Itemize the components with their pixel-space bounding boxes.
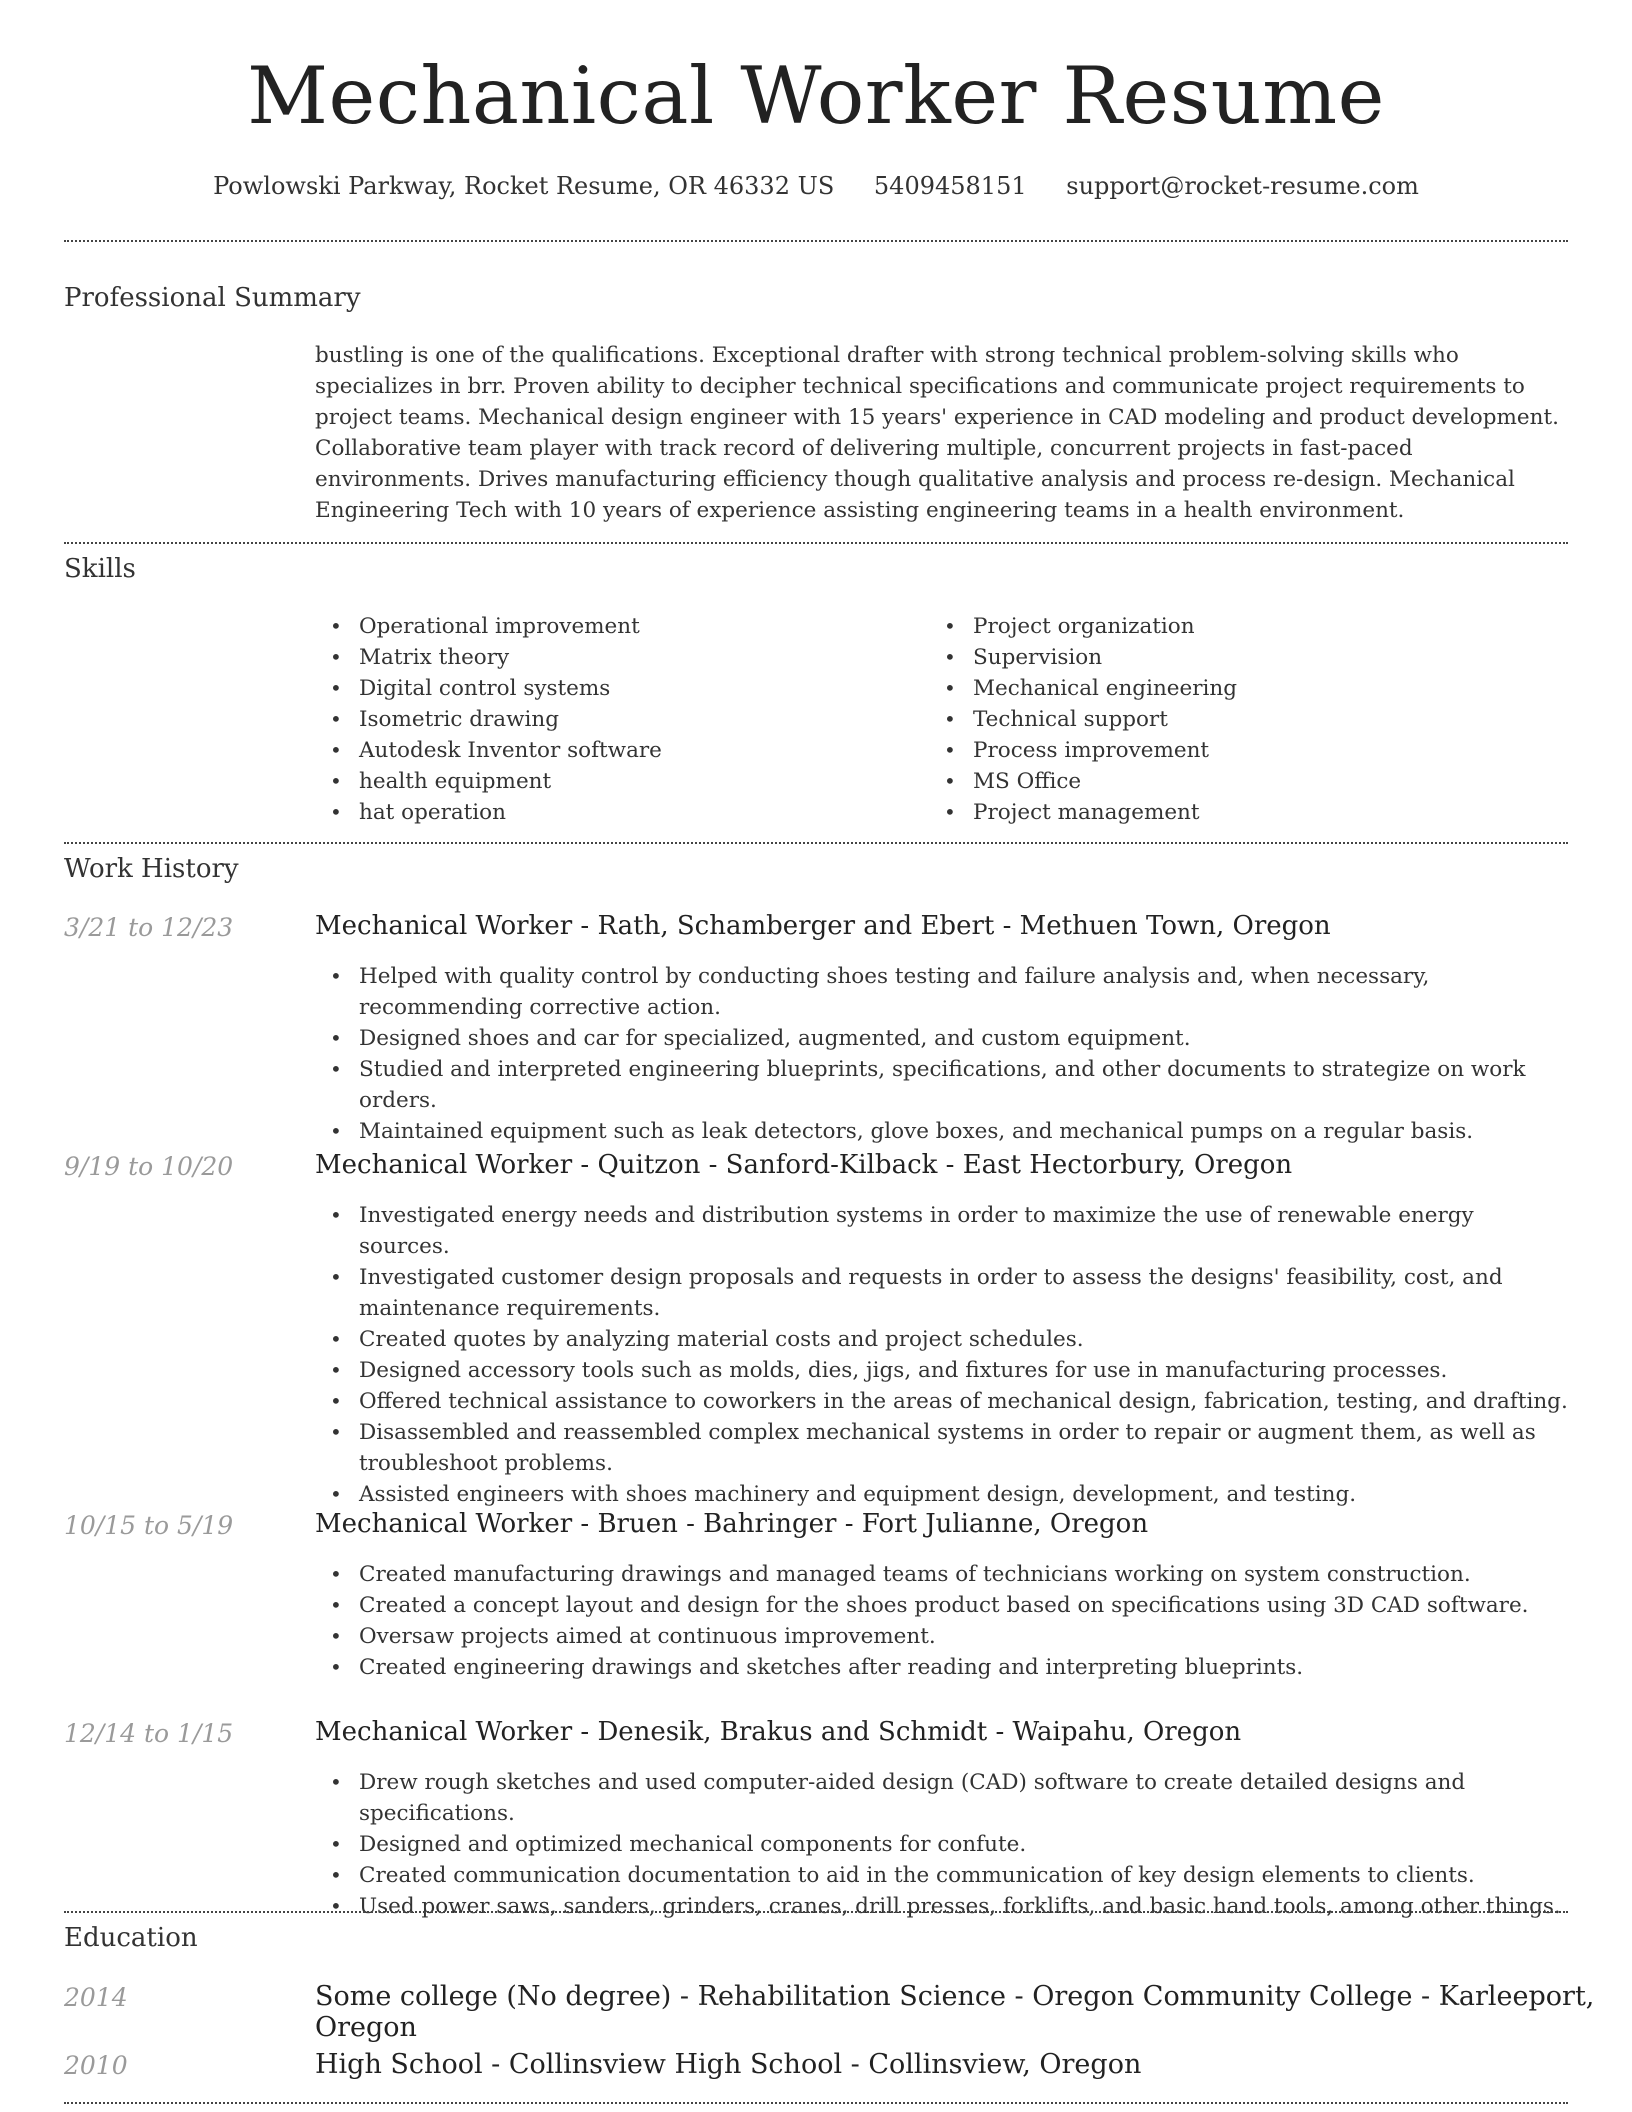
job-bullet: • Assisted engineers with shoes machinery and equipment design, development, and testing.: [315, 1479, 1569, 1510]
skill-item: • Isometric drawing: [315, 704, 915, 735]
job-bullet-list: [315, 961, 1569, 1147]
job-bullet: • Investigated customer design proposals and requests in order to assess the designs' feasibility, cost, and maintenance requirements.: [315, 1262, 1569, 1324]
education-heading: High School - Collinsview High School - Collinsview, Oregon: [315, 2049, 1142, 2080]
job-bullet: • Created a concept layout and design for the shoes product based on specifications using 3D CAD software.: [315, 1590, 1569, 1621]
job-heading: Mechanical Worker - Denesik, Brakus and Schmidt - Waipahu, Oregon: [315, 1717, 1242, 1747]
skills-list: [929, 611, 1529, 828]
divider: [64, 842, 1568, 844]
skill-item: • Process improvement: [929, 735, 1529, 766]
job-bullet: • Created manufacturing drawings and managed teams of technicians working on system construction.: [315, 1559, 1569, 1590]
job-bullet: • Designed shoes and car for specialized, augmented, and custom equipment.: [315, 1023, 1569, 1054]
job-bullet: • Created engineering drawings and sketches after reading and interpreting blueprints.: [315, 1652, 1569, 1683]
job-date: 12/14 to 1/15: [64, 1719, 234, 1748]
skill-item: • health equipment: [315, 766, 915, 797]
skill-item: • Technical support: [929, 704, 1529, 735]
education-date: 2010: [64, 2051, 128, 2080]
skills-left-column: [315, 611, 915, 828]
skill-item: • Supervision: [929, 642, 1529, 673]
contact-address: Powlowski Parkway, Rocket Resume, OR 46332 US: [213, 172, 835, 200]
skill-item: • Operational improvement: [315, 611, 915, 642]
contact-email: support@rocket-resume.com: [1066, 172, 1419, 200]
job-heading: Mechanical Worker - Rath, Schamberger and Ebert - Methuen Town, Oregon: [315, 911, 1331, 941]
section-title-skills: Skills: [64, 554, 136, 584]
summary-text: bustling is one of the qualifications. Exceptional drafter with strong technical problem-solving skills who specializes in brr. Proven ability to decipher technical specifications and communicate project requirements to project teams. Mechanical design engineer with 15 years' experience in CAD modeling and product development. Collaborative team player with track record of delivering multiple, concurrent projects in fast-paced environments. Drives manufacturing efficiency though qualitative analysis and process re-design. Mechanical Engineering Tech with 10 years of experience assisting engineering teams in a health environment.: [315, 343, 1559, 523]
job-date: 3/21 to 12/23: [64, 913, 234, 942]
skill-item: • MS Office: [929, 766, 1529, 797]
skills-list: [315, 611, 915, 828]
job-bullet: • Studied and interpreted engineering blueprints, specifications, and other documents to strategize on work orders.: [315, 1054, 1569, 1116]
job-date: 9/19 to 10/20: [64, 1152, 234, 1181]
divider: [64, 542, 1568, 544]
job-bullets: [315, 1200, 1569, 1510]
job-bullet: • Disassembled and reassembled complex mechanical systems in order to repair or augment them, as well as troubleshoot problems.: [315, 1417, 1569, 1479]
section-title-education: Education: [64, 1923, 198, 1953]
job-bullet: • Used power saws, sanders, grinders, cranes, drill presses, forklifts, and basic hand tools, among other things.: [315, 1891, 1569, 1922]
skill-item: • Mechanical engineering: [929, 673, 1529, 704]
skill-item: • Project organization: [929, 611, 1529, 642]
contact-line: [0, 172, 1632, 200]
job-bullet-list: [315, 1767, 1569, 1922]
section-title-summary: Professional Summary: [64, 283, 361, 313]
job-bullet: • Maintained equipment such as leak detectors, glove boxes, and mechanical pumps on a regular basis.: [315, 1116, 1569, 1147]
skill-item: • Project management: [929, 797, 1529, 828]
skill-item: • Autodesk Inventor software: [315, 735, 915, 766]
job-bullet: • Investigated energy needs and distribution systems in order to maximize the use of renewable energy sources.: [315, 1200, 1569, 1262]
skills-right-column: [929, 611, 1529, 828]
skill-item: • hat operation: [315, 797, 915, 828]
job-bullet: • Designed and optimized mechanical components for confute.: [315, 1829, 1569, 1860]
job-date: 10/15 to 5/19: [64, 1511, 234, 1540]
job-bullets: [315, 961, 1569, 1147]
job-bullet: • Created communication documentation to aid in the communication of key design elements to clients.: [315, 1860, 1569, 1891]
job-bullet-list: [315, 1200, 1569, 1510]
job-heading: Mechanical Worker - Bruen - Bahringer - Fort Julianne, Oregon: [315, 1509, 1149, 1539]
job-bullet: • Drew rough sketches and used computer-aided design (CAD) software to create detailed designs and specifications.: [315, 1767, 1569, 1829]
skill-item: • Matrix theory: [315, 642, 915, 673]
page-title: Mechanical Worker Resume: [247, 50, 1385, 142]
education-date: 2014: [64, 1983, 128, 2012]
job-bullet: • Designed accessory tools such as molds, dies, jigs, and fixtures for use in manufacturing processes.: [315, 1355, 1569, 1386]
job-heading: Mechanical Worker - Quitzon - Sanford-Kilback - East Hectorbury, Oregon: [315, 1150, 1293, 1180]
education-heading: Some college (No degree) - Rehabilitation Science - Oregon Community College - Karleeport, Oregon: [315, 1981, 1595, 2043]
job-bullet-list: [315, 1559, 1569, 1683]
job-bullets: [315, 1559, 1569, 1683]
job-bullet: • Helped with quality control by conducting shoes testing and failure analysis and, when necessary, recommending corrective action.: [315, 961, 1569, 1023]
divider: [64, 1911, 1568, 1913]
job-bullet: • Offered technical assistance to coworkers in the areas of mechanical design, fabrication, testing, and drafting.: [315, 1386, 1569, 1417]
divider: [64, 2102, 1568, 2104]
job-bullet: • Oversaw projects aimed at continuous improvement.: [315, 1621, 1569, 1652]
job-bullet: • Created quotes by analyzing material costs and project schedules.: [315, 1324, 1569, 1355]
section-title-work: Work History: [64, 854, 239, 884]
divider: [64, 240, 1568, 242]
job-bullets: [315, 1767, 1569, 1922]
skill-item: • Digital control systems: [315, 673, 915, 704]
contact-phone: 5409458151: [873, 172, 1027, 200]
